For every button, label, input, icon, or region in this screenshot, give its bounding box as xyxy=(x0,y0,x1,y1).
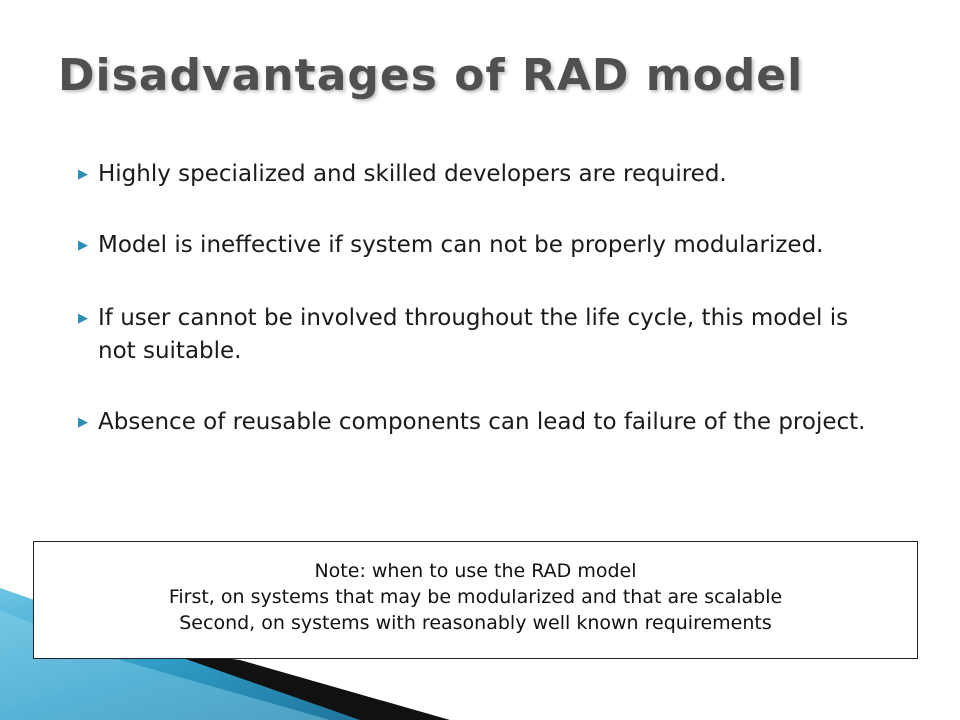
note-box xyxy=(33,541,918,659)
triangle-right-icon: ▶ xyxy=(78,238,88,253)
note-heading: Note: when to use the RAD model xyxy=(314,560,637,582)
bullet-text: If user cannot be involved throughout the life cycle, this model is not suitable. xyxy=(98,305,849,364)
triangle-right-icon: ▶ xyxy=(78,311,88,326)
triangle-right-icon: ▶ xyxy=(78,415,88,430)
bullet-text: Model is ineffective if system can not be properly modularized. xyxy=(98,232,824,258)
bullet-text: Absence of reusable components can lead to failure of the project. xyxy=(98,409,866,435)
triangle-right-icon: ▶ xyxy=(78,167,88,182)
bullet-text: Highly specialized and skilled developers are required. xyxy=(98,161,727,187)
slide-title: Disadvantages of RAD model xyxy=(58,50,804,101)
note-line-1: First, on systems that may be modularized and that are scalable xyxy=(168,586,783,608)
note-line-2: Second, on systems with reasonably well known requirements xyxy=(179,612,772,634)
